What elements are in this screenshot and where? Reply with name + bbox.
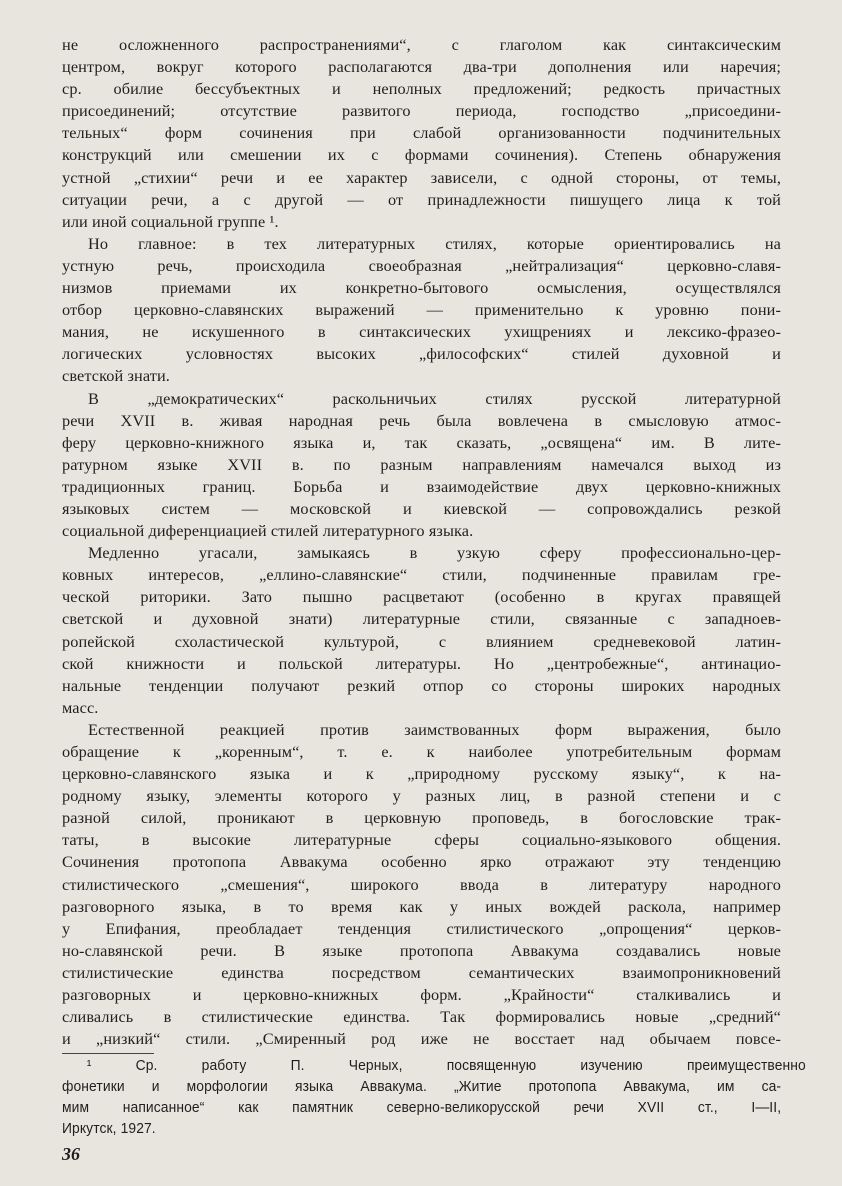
page-number: 36 bbox=[62, 1144, 80, 1164]
body-text bbox=[62, 34, 781, 1050]
text-line: сливались в стилистические единства. Так формировались новые „средний“ bbox=[62, 1007, 781, 1027]
text-line: Естественной реакцией против заимствованных форм выражения, было bbox=[88, 719, 781, 739]
text-line: феру церковно-книжного языка и, так сказать, „освящена“ им. В лите- bbox=[62, 432, 781, 452]
paragraph bbox=[62, 719, 781, 1050]
text-line: традиционных границ. Борьба и взаимодействие двух церковно-книжных bbox=[62, 476, 781, 496]
text-line: ской книжности и польской литературы. Но „центробежные“, антинацио- bbox=[62, 653, 781, 673]
footnote-line: фонетики и морфологии языка Аввакума. „Житие протопопа Аввакума, им са- bbox=[62, 1079, 782, 1095]
text-line: светской знати. bbox=[62, 366, 170, 386]
text-line: социальной диференциацией стилей литературного языка. bbox=[62, 521, 474, 541]
paragraph bbox=[62, 542, 781, 719]
text-line: устной „стихии“ речи и ее характер зависели, с одной стороны, от темы, bbox=[62, 167, 781, 187]
text-line: отбор церковно-славянских выражений — применительно к уровню пони- bbox=[62, 300, 781, 320]
paragraph bbox=[62, 388, 781, 543]
text-line: светской и духовной знати) литературные стили, связанные с западноев- bbox=[62, 609, 781, 629]
text-line: Медленно угасали, замыкаясь в узкую сферу профессионально-цер- bbox=[88, 543, 781, 563]
text-line: Но главное: в тех литературных стилях, которые ориентировались на bbox=[88, 233, 781, 253]
footnote-divider bbox=[62, 1053, 154, 1054]
text-line: ковных интересов, „еллино-славянские“ стили, подчиненные правилам гре- bbox=[62, 565, 781, 585]
text-line: логических условностях высоких „философских“ стилей духовной и bbox=[62, 344, 781, 364]
text-line: присоединений; отсутствие развитого периода, господство „присоедини- bbox=[62, 101, 781, 121]
text-line: устную речь, происходила своеобразная „нейтрализация“ церковно-славя- bbox=[62, 255, 781, 275]
text-line: разной силой, проникают в церковную проповедь, в богословские трак- bbox=[62, 808, 781, 828]
text-line: но-славянской речи. В языке протопопа Аввакума создавались новые bbox=[62, 940, 781, 960]
text-line: речи XVII в. живая народная речь была вовлечена в смысловую атмос- bbox=[62, 410, 781, 430]
text-line: не осложненного распространениями“, с глаголом как синтаксическим bbox=[62, 35, 781, 54]
text-line: языковых систем — московской и киевской — сопровождались резкой bbox=[62, 498, 781, 518]
text-line: нальные тенденции получают резкий отпор со стороны широких народных bbox=[62, 675, 781, 695]
text-line: конструкций или смешении их с формами сочинения). Степень обнаружения bbox=[62, 145, 781, 165]
text-line: ситуации речи, а с другой — от принадлежности пишущего лица к той bbox=[62, 189, 781, 209]
paragraph bbox=[62, 34, 781, 233]
text-line: В „демократических“ раскольничьих стилях русской литературной bbox=[88, 388, 781, 408]
text-line: церковно-славянского языка и к „природному русскому языку“, к на- bbox=[62, 764, 781, 784]
text-line: обращение к „коренным“, т. е. к наиболее употребительным формам bbox=[62, 742, 781, 761]
footnote-line: ¹ Ср. работу П. Черных, посвященную изучению преимущественно bbox=[86, 1058, 806, 1074]
text-line: низмов приемами их конкретно-бытового осмысления, осуществлялся bbox=[62, 278, 781, 298]
text-line: ср. обилие бессубъектных и неполных предложений; редкость причастных bbox=[62, 79, 781, 99]
text-line: и „низкий“ стили. „Смиренный род иже не восстает над обычаем повсе- bbox=[62, 1029, 781, 1049]
paragraph bbox=[62, 233, 781, 388]
text-line: мания, не искушенного в синтаксических ухищрениях и лексико-фразео- bbox=[62, 322, 781, 342]
text-line: родному языку, элементы которого у разных лиц, в разной степени и с bbox=[62, 786, 781, 806]
text-line: разговорного языка, в то время как у иных вождей раскола, например bbox=[62, 896, 781, 916]
text-line: таты, в высокие литературные сферы социально-языкового общения. bbox=[62, 830, 781, 850]
text-line: Сочинения протопопа Аввакума особенно ярко отражают эту тенденцию bbox=[62, 852, 781, 872]
text-line: или иной социальной группе ¹. bbox=[62, 211, 279, 231]
text-line: тельных“ форм сочинения при слабой организованности подчинительных bbox=[62, 123, 781, 143]
text-line: разговорных и церковно-книжных форм. „Крайности“ сталкивались и bbox=[62, 985, 781, 1005]
footnote bbox=[62, 1056, 806, 1140]
text-line: центром, вокруг которого располагаются два-три дополнения или наречия; bbox=[62, 57, 781, 77]
footnote-line: Иркутск, 1927. bbox=[62, 1121, 156, 1137]
text-line: стилистического „смешения“, широкого ввода в литературу народного bbox=[62, 874, 781, 894]
footnote-line: мим написанное“ как памятник северно-великорусской речи XVII ст., I—II, bbox=[62, 1100, 782, 1116]
text-line: стилистические единства посредством семантических взаимопроникновений bbox=[62, 962, 781, 982]
text-line: у Епифания, преобладает тенденция стилистического „опрощения“ церков- bbox=[62, 918, 781, 938]
text-line: ратурном языке XVII в. по разным направлениям намечался выход из bbox=[62, 454, 781, 474]
text-line: масс. bbox=[62, 697, 99, 717]
text-line: ропейской схоластической культурой, с влиянием средневековой латин- bbox=[62, 631, 781, 651]
text-line: ческой риторики. Зато пышно расцветают (особенно в кругах правящей bbox=[62, 587, 781, 607]
